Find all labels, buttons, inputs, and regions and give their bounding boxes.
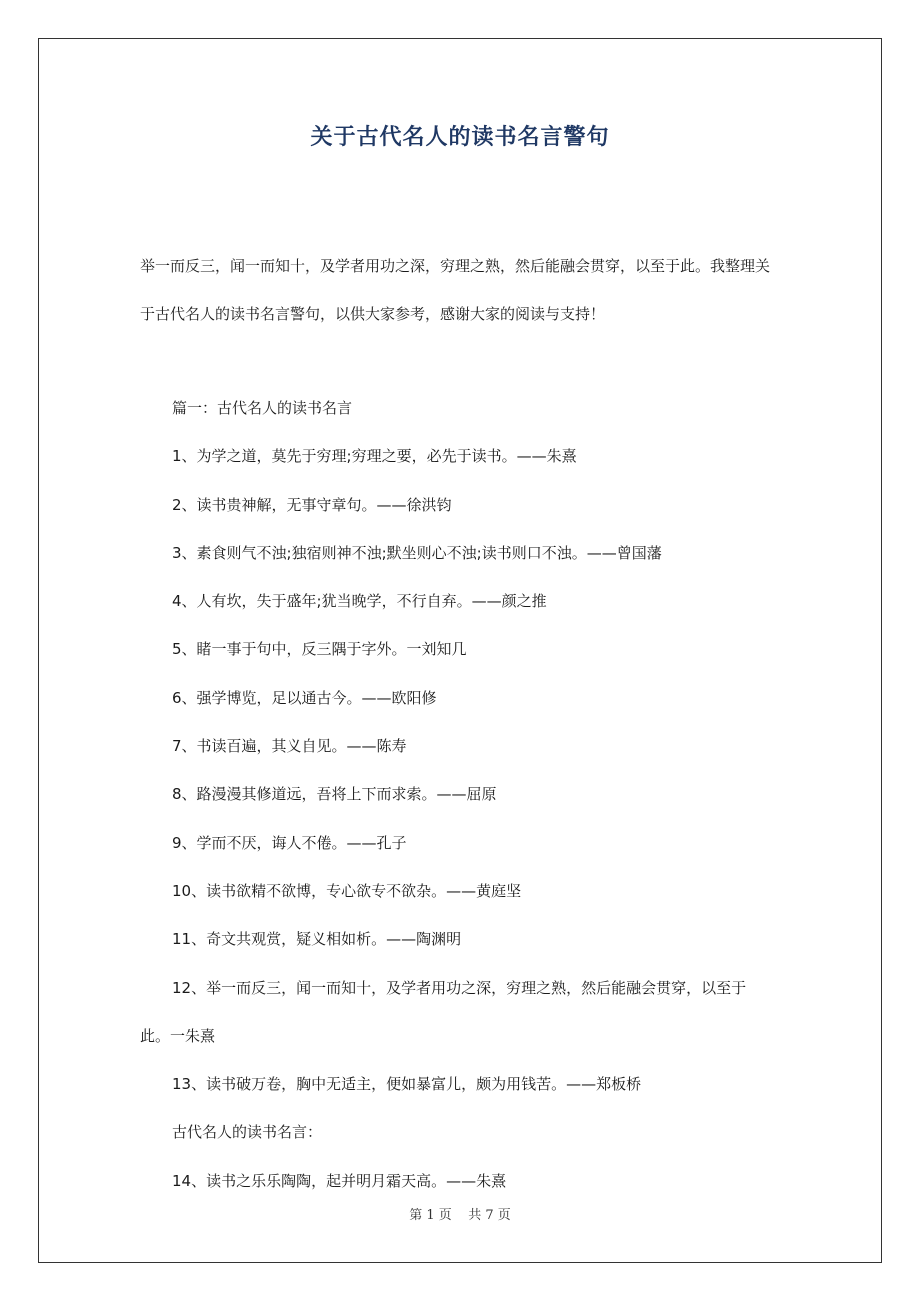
entry-line: 1、为学之道，莫先于穷理;穷理之要，必先于读书。——朱熹 <box>172 447 577 466</box>
entry-line: 3、素食则气不浊;独宿则神不浊;默坐则心不浊;读书则口不浊。——曾国藩 <box>172 543 662 562</box>
quote-item <box>140 1060 790 1108</box>
quote-item <box>140 577 790 625</box>
quote-item <box>140 481 790 529</box>
quote-item <box>140 915 790 963</box>
quote-item <box>140 529 790 577</box>
quote-item <box>140 770 790 818</box>
entry-line: 古代名人的读书名言： <box>172 1123 323 1142</box>
quote-item <box>140 819 790 867</box>
subsection-heading <box>140 1108 790 1156</box>
entry-line: 4、人有坎，失于盛年;犹当晚学，不行自弃。——颜之推 <box>172 592 547 611</box>
entry-line: 6、强学博览，足以通古今。——欧阳修 <box>172 688 437 707</box>
entry-line: 5、睹一事于句中，反三隅于字外。一刘知几 <box>172 640 467 659</box>
page-total: 共 7 页 <box>468 1208 511 1223</box>
page-number: 第 1 页 <box>409 1208 452 1223</box>
quote-item <box>140 1157 790 1205</box>
quote-item <box>140 432 790 480</box>
entry-line: 11、奇文共观赏，疑义相如析。——陶渊明 <box>172 930 462 949</box>
quote-item <box>140 625 790 673</box>
entry-line-continuation: 此。一朱熹 <box>140 1026 216 1045</box>
entry-line: 8、路漫漫其修道远，吾将上下而求索。——屈原 <box>172 785 497 804</box>
entry-line: 2、读书贵神解，无事守章句。——徐洪钧 <box>172 495 452 514</box>
quote-item <box>140 674 790 722</box>
entry-line: 14、读书之乐乐陶陶，起并明月霜天高。——朱熹 <box>172 1171 507 1190</box>
intro-line: 举一而反三，闻一而知十，及学者用功之深，穷理之熟，然后能融会贯穿，以至于此。我整理关 <box>140 257 771 275</box>
entry-line: 12、举一而反三，闻一而知十，及学者用功之深，穷理之熟，然后能融会贯穿，以至于 <box>172 978 747 997</box>
entry-line: 篇一：古代名人的读书名言 <box>172 399 353 417</box>
quote-item <box>140 867 790 915</box>
entry-line: 7、书读百遍，其义自见。——陈寿 <box>172 737 407 756</box>
quote-list <box>140 384 790 1205</box>
entry-line: 10、读书欲精不欲博，专心欲专不欲杂。——黄庭坚 <box>172 881 522 900</box>
document-title: 关于古代名人的读书名言警句 <box>310 125 610 150</box>
quote-item <box>140 964 790 1061</box>
entry-line: 9、学而不厌，诲人不倦。——孔子 <box>172 833 407 852</box>
page-footer <box>0 1206 920 1226</box>
footer-gap <box>452 1208 469 1223</box>
quote-item <box>140 722 790 770</box>
intro-paragraph <box>140 242 790 338</box>
intro-line: 于古代名人的读书名言警句，以供大家参考，感谢大家的阅读与支持！ <box>140 305 606 323</box>
entry-line: 13、读书破万卷，胸中无适主，便如暴富儿，颇为用钱苦。——郑板桥 <box>172 1075 642 1094</box>
section-heading <box>140 384 790 432</box>
